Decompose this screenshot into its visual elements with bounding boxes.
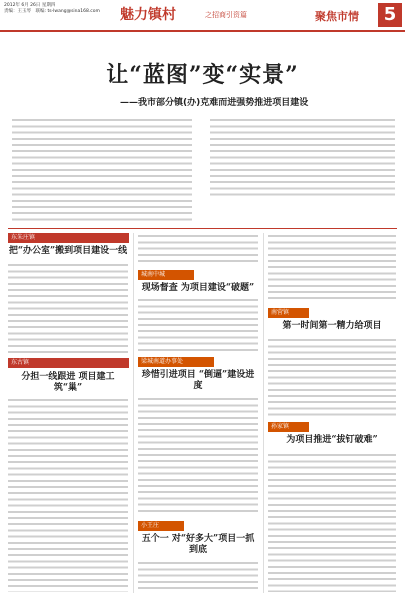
headline-title: 让“蓝图”变“实景” <box>106 62 299 88</box>
article-body <box>268 452 396 592</box>
column-title: 魅力镇村 <box>120 7 176 23</box>
article-body <box>8 397 128 592</box>
column-divider <box>263 233 264 593</box>
article-body <box>138 560 258 592</box>
page-header <box>0 0 405 32</box>
page-number: 5 <box>378 3 402 27</box>
article-tag: 小王庄 <box>138 521 184 531</box>
article-tag: 梁城南道办事处 <box>138 357 214 367</box>
article-tag: 孙家镇 <box>268 422 309 432</box>
article-body <box>268 337 396 417</box>
article-body <box>138 297 258 352</box>
article-tag: 南营镇 <box>268 308 309 318</box>
section-divider <box>8 228 397 229</box>
article-tag: 城南中城 <box>138 270 194 280</box>
article-body <box>8 262 128 354</box>
lead-paragraph-left <box>12 117 192 223</box>
column-subtitle: 之招商引资篇 <box>205 11 247 19</box>
article-title: 珍惜引进项目 “倒逼”建设进度 <box>141 370 255 391</box>
article-tag: 东朱庄镇 <box>8 233 129 243</box>
article-body <box>268 233 396 303</box>
article-title: 现场督查 为项目建设“破题” <box>141 283 255 293</box>
article-body <box>138 396 258 516</box>
article-tag: 东古镇 <box>8 358 129 368</box>
headline-subtitle: ——我市部分镇(办)克难而进强势推进项目建设 <box>120 98 309 108</box>
article-title: 为项目推进“拔钉破难” <box>286 435 378 445</box>
article-title: 把“办公室”搬到项目建设一线 <box>8 246 128 256</box>
column-divider <box>133 233 134 593</box>
lead-paragraph-right <box>210 117 395 197</box>
issue-date: 2012年 6月 26日 星期四 责编：王玉琴 联编: ts-lwang@sina168.com <box>4 3 100 14</box>
article-body <box>138 233 258 265</box>
section-name: 聚焦市情 <box>315 10 359 23</box>
article-title: 第一时间第一精力给项目 <box>282 321 382 331</box>
article-title: 分担一线跟进 项目建工筑“巢” <box>21 372 115 393</box>
article-title: 五个一 对“好多大”项目一抓到底 <box>141 534 255 555</box>
